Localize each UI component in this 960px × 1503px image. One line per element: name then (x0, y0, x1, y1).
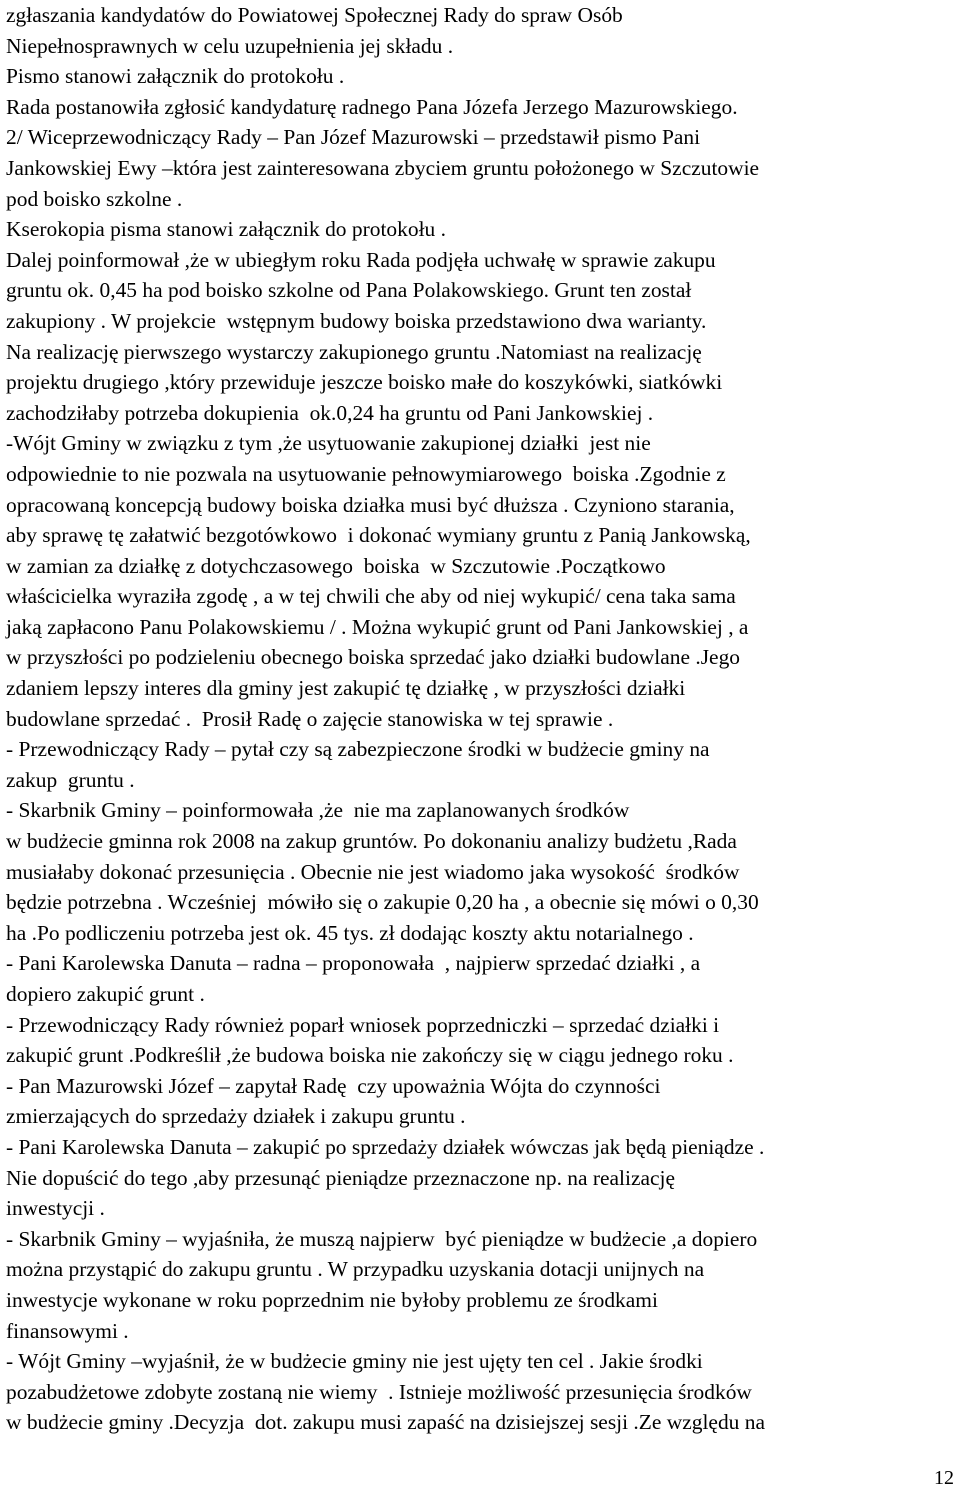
text-line: - Przewodniczący Rady – pytał czy są zabezpieczone środki w budżecie gminy na (6, 737, 710, 762)
text-line: w budżecie gminy .Decyzja dot. zakupu musi zapaść na dzisiejszej sesji .Ze względu na (6, 1410, 765, 1435)
text-line: 2/ Wiceprzewodniczący Rady – Pan Józef Mazurowski – przedstawił pismo Pani (6, 125, 701, 150)
text-line: budowlane sprzedać . Prosił Radę o zajęcie stanowiska w tej sprawie . (6, 706, 614, 731)
text-line: właścicielka wyraziła zgodę , a w tej chwili che aby od niej wykupić/ cena taka sama (6, 584, 736, 609)
document-body (6, 0, 956, 1438)
text-line: -Wójt Gminy w związku z tym ,że usytuowanie zakupionej działki jest nie (6, 431, 651, 456)
text-line: zmierzających do sprzedaży działek i zakupu gruntu . (6, 1104, 466, 1129)
text-line: - Pani Karolewska Danuta – radna – proponowała , najpierw sprzedać działki , a (6, 951, 701, 976)
text-line: pozabudżetowe zdobyte zostaną nie wiemy . Istnieje możliwość przesunięcia środków (6, 1379, 752, 1404)
text-line: pod boisko szkolne . (6, 186, 183, 211)
text-line: - Pan Mazurowski Józef – zapytał Radę czy upoważnia Wójta do czynności (6, 1073, 661, 1098)
text-line: - Przewodniczący Rady również poparł wniosek poprzedniczki – sprzedać działki i (6, 1012, 720, 1037)
text-line: musiałaby dokonać przesunięcia . Obecnie nie jest wiadomo jaka wysokość środków (6, 859, 740, 884)
text-line: w zamian za działkę z dotychczasowego boiska w Szczutowie .Początkowo (6, 553, 666, 578)
text-line: Kserokopia pisma stanowi załącznik do protokołu . (6, 217, 446, 242)
text-line: opracowaną koncepcją budowy boiska działka musi być dłuższa . Czyniono starania, (6, 492, 735, 517)
text-line: Jankowskiej Ewy –która jest zainteresowana zbyciem gruntu położonego w Szczutowie (6, 155, 760, 180)
text-line: inwestycje wykonane w roku poprzednim nie byłoby problemu ze środkami (6, 1287, 658, 1312)
text-line: zakupiony . W projekcie wstępnym budowy boiska przedstawiono dwa warianty. (6, 308, 707, 333)
text-line: zachodziłaby potrzeba dokupienia ok.0,24 ha gruntu od Pani Jankowskiej . (6, 400, 654, 425)
text-line: Rada postanowiła zgłosić kandydaturę radnego Pana Józefa Jerzego Mazurowskiego. (6, 94, 738, 119)
text-line: zgłaszania kandydatów do Powiatowej Społecznej Rady do spraw Osób (6, 3, 623, 27)
text-line: w budżecie gminna rok 2008 na zakup gruntów. Po dokonaniu analizy budżetu ,Rada (6, 829, 737, 854)
text-line: aby sprawę tę załatwić bezgotówkowo i dokonać wymiany gruntu z Panią Jankowską, (6, 523, 751, 548)
text-line: ha .Po podliczeniu potrzeba jest ok. 45 tys. zł dodając koszty aktu notarialnego . (6, 920, 694, 945)
text-line: projektu drugiego ,który przewiduje jeszcze boisko małe do koszykówki, siatkówki (6, 370, 723, 395)
text-line: Pismo stanowi załącznik do protokołu . (6, 64, 345, 89)
text-line: Nie dopuścić do tego ,aby przesunąć pieniądze przeznaczone np. na realizację (6, 1165, 675, 1190)
text-line: odpowiednie to nie pozwala na usytuowanie pełnowymiarowego boiska .Zgodnie z (6, 461, 726, 486)
text-line: w przyszłości po podzieleniu obecnego boiska sprzedać jako działki budowlane .Jego (6, 645, 741, 670)
text-line: zdaniem lepszy interes dla gminy jest zakupić tę działkę , w przyszłości działki (6, 676, 686, 701)
text-line: Na realizację pierwszego wystarczy zakupionego gruntu .Natomiast na realizację (6, 339, 702, 364)
text-line: - Skarbnik Gminy – poinformowała ,że nie ma zaplanowanych środków (6, 798, 630, 823)
text-line: Dalej poinformował ,że w ubiegłym roku Rada podjęła uchwałę w sprawie zakupu (6, 247, 716, 272)
text-line: finansowymi . (6, 1318, 129, 1343)
text-line: gruntu ok. 0,45 ha pod boisko szkolne od Pana Polakowskiego. Grunt ten został (6, 278, 692, 303)
text-line: inwestycji . (6, 1196, 105, 1221)
text-line: jaką zapłacono Panu Polakowskiemu / . Można wykupić grunt od Pani Jankowskiej , a (6, 614, 749, 639)
text-line: - Skarbnik Gminy – wyjaśniła, że muszą najpierw być pieniądze w budżecie ,a dopiero (6, 1226, 758, 1251)
text-line: zakupić grunt .Podkreślił ,że budowa boiska nie zakończy się w ciągu jednego roku . (6, 1043, 734, 1068)
page-number: 12 (934, 1467, 954, 1489)
text-line: Niepełnosprawnych w celu uzupełnienia jej składu . (6, 33, 454, 58)
text-line: zakup gruntu . (6, 767, 135, 792)
text-line: - Pani Karolewska Danuta – zakupić po sprzedaży działek wówczas jak będą pieniądze . (6, 1134, 765, 1159)
text-line: będzie potrzebna . Wcześniej mówiło się o zakupie 0,20 ha , a obecnie się mówi o 0,30 (6, 890, 759, 915)
text-line: - Wójt Gminy –wyjaśnił, że w budżecie gminy nie jest ujęty ten cel . Jakie środki (6, 1349, 703, 1374)
text-line: dopiero zakupić grunt . (6, 982, 205, 1006)
text-line: można przystąpić do zakupu gruntu . W przypadku uzyskania dotacji unijnych na (6, 1257, 705, 1282)
